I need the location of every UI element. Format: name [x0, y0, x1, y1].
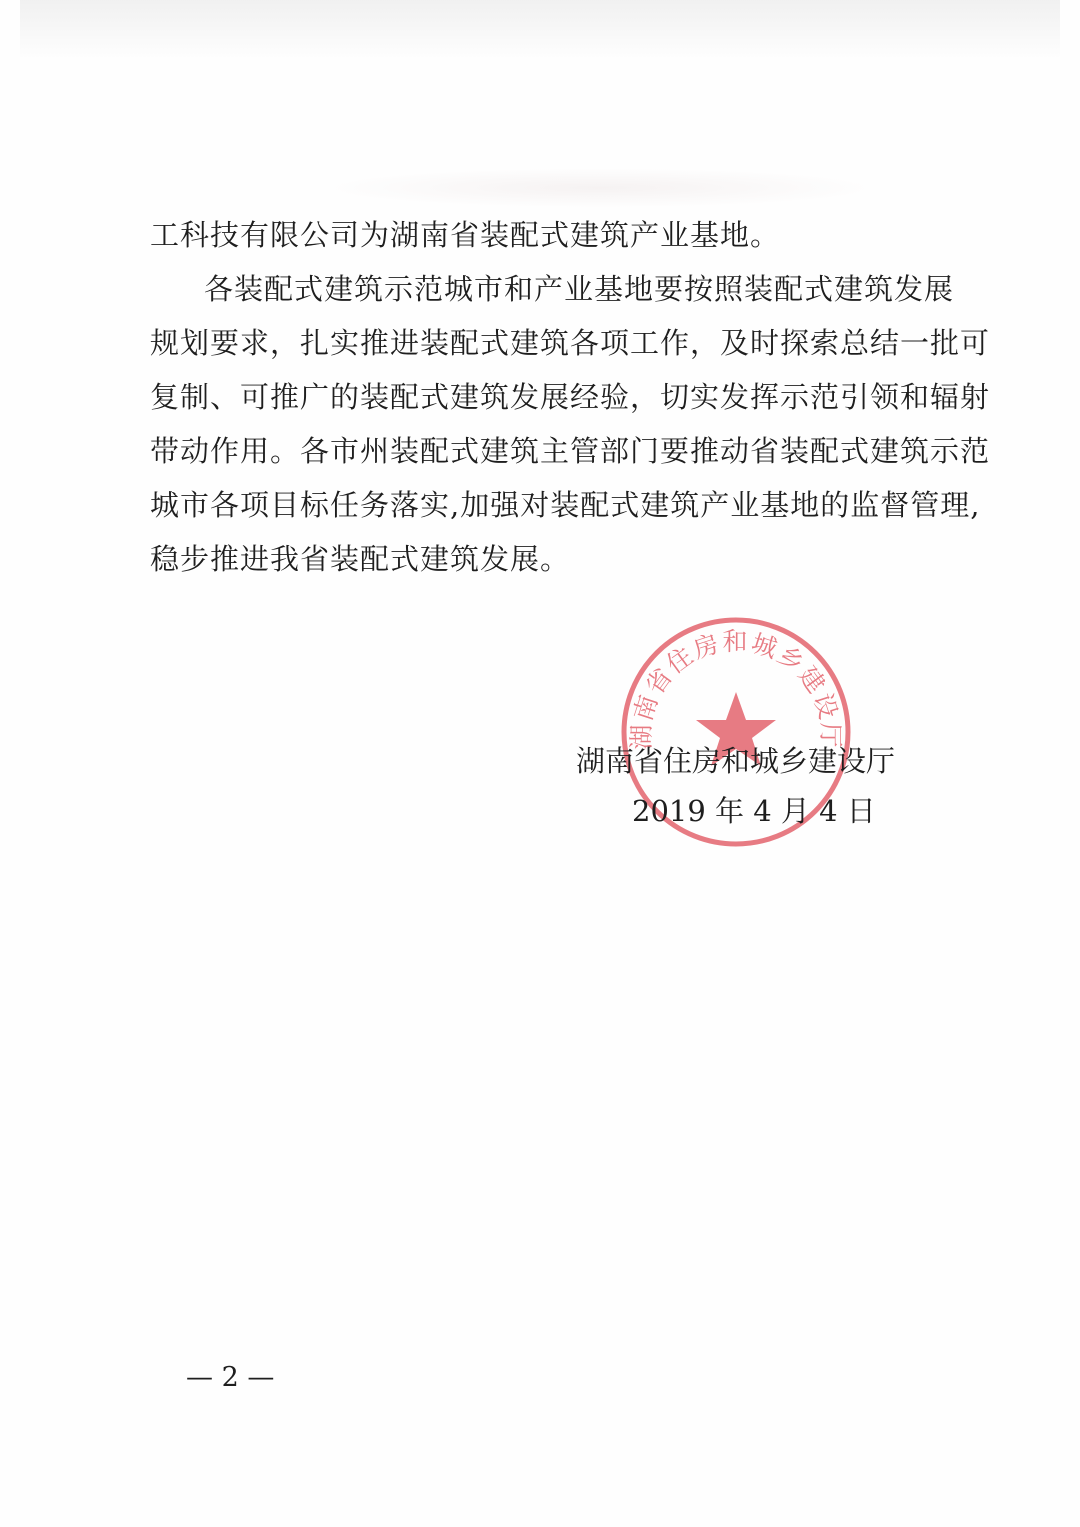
paragraph-line: 规划要求，扎实推进装配式建筑各项工作，及时探索总结一批可	[150, 326, 991, 360]
paragraph-line: 各装配式建筑示范城市和产业基地要按照装配式建筑发展	[204, 272, 955, 306]
seal-text: 湖南省住房和城乡建设厅	[626, 627, 846, 750]
issue-date: 2019 年 4 月 4 日	[632, 794, 876, 828]
paragraph-line: 带动作用。各市州装配式建筑主管部门要推动省装配式建筑示范	[150, 434, 991, 468]
issuer-signature: 湖南省住房和城乡建设厅	[576, 744, 896, 778]
page-number: — 2 —	[186, 1362, 275, 1393]
scan-edge-shadow	[20, 0, 1060, 60]
paragraph-line: 复制、可推广的装配式建筑发展经验，切实发挥示范引领和辐射	[150, 380, 991, 414]
paragraph-line: 工科技有限公司为湖南省装配式建筑产业基地。	[150, 218, 781, 252]
paragraph-line: 城市各项目标任务落实,加强对装配式建筑产业基地的监督管理,	[150, 488, 981, 522]
bleed-through-mark	[320, 168, 880, 208]
paragraph-line: 稳步推进我省装配式建筑发展。	[150, 542, 571, 576]
